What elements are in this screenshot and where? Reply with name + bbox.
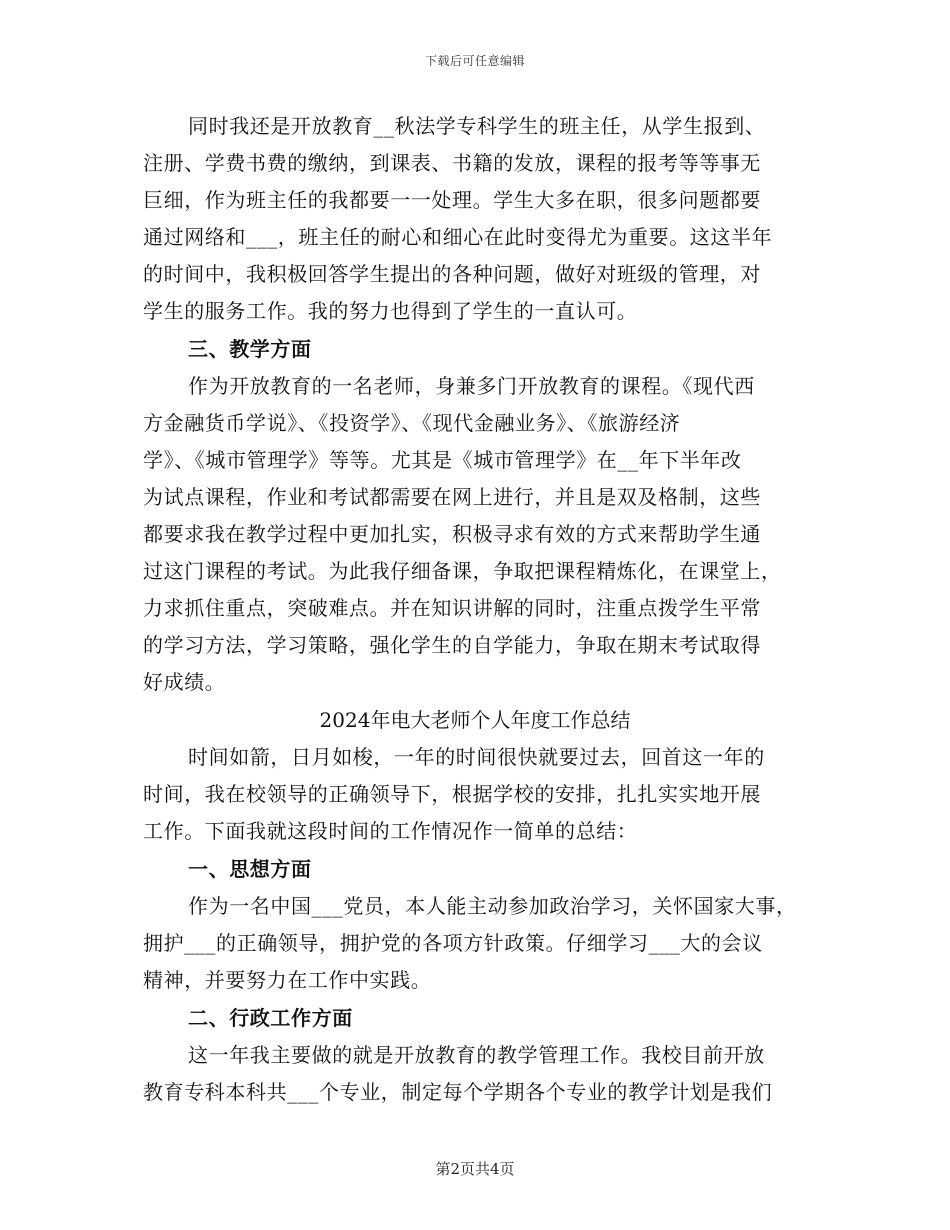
document-title: 2024年电大老师个人年度工作总结 [319,708,631,732]
section-heading: 三、教学方面 [188,337,312,361]
paragraph-line: 同时我还是开放教育__秋法学专科学生的班主任，从学生报到、 [188,114,766,138]
paragraph-line: 注册、学费书费的缴纳，到课表、书籍的发放，课程的报考等等事无 [143,151,761,175]
paragraph-line: 力求抓住重点，突破难点。并在知识讲解的同时，注重点拨学生平常 [143,596,761,620]
paragraph-line: 教育专科本科共___个专业，制定每个学期各个专业的教学计划是我们 [143,1080,773,1104]
paragraph-line: 过这门课程的考试。为此我仔细备课，争取把课程精炼化，在课堂上， [143,559,782,583]
paragraph-line: 为试点课程，作业和考试都需要在网上进行，并且是双及格制，这些 [143,485,761,509]
paragraph-line: 精神，并要努力在工作中实践。 [143,968,432,992]
paragraph-line: 作为一名中国___党员，本人能主动参加政治学习，关怀国家大事， [188,894,797,918]
page-header-note: 下载后可任意编辑 [424,54,525,68]
section-heading: 二、行政工作方面 [188,1006,353,1030]
paragraph-line: 工作。下面我就这段时间的工作情况作一简单的总结： [143,819,638,843]
paragraph-line: 巨细，作为班主任的我都要一一处理。学生大多在职，很多问题都要 [143,188,761,212]
paragraph-line: 的时间中，我积极回答学生提出的各种问题，做好对班级的管理，对 [143,262,761,286]
paragraph-line: 这一年我主要做的就是开放教育的教学管理工作。我校目前开放 [188,1043,765,1067]
paragraph-line: 时间如箭，日月如梭，一年的时间很快就要过去，回首这一年的 [188,745,765,769]
paragraph-line: 的学习方法，学习策略，强化学生的自学能力，争取在期末考试取得 [143,633,761,657]
paragraph-line: 拥护___的正确领导，拥护党的各项方针政策。仔细学习___大的会议 [143,931,763,955]
paragraph-line: 学生的服务工作。我的努力也得到了学生的一直认可。 [143,299,638,323]
paragraph-line: 学》、《城市管理学》等等。尤其是《城市管理学》在__年下半年改 [143,448,742,472]
paragraph-line: 好成绩。 [143,670,226,694]
paragraph-line: 作为开放教育的一名老师，身兼多门开放教育的课程。《现代西 [188,374,755,398]
paragraph-line: 时间，我在校领导的正确领导下，根据学校的安排，扎扎实实地开展 [143,782,761,806]
page-number-footer: 第2页共4页 [435,1160,515,1178]
paragraph-line: 方金融货币学说》、《投资学》、《现代金融业务》、《旅游经济 [143,411,681,435]
section-heading: 一、思想方面 [188,857,312,881]
paragraph-line: 都要求我在教学过程中更加扎实，积极寻求有效的方式来帮助学生通 [143,522,761,546]
paragraph-line: 通过网络和___，班主任的耐心和细心在此时变得尤为重要。这这半年 [143,225,773,249]
